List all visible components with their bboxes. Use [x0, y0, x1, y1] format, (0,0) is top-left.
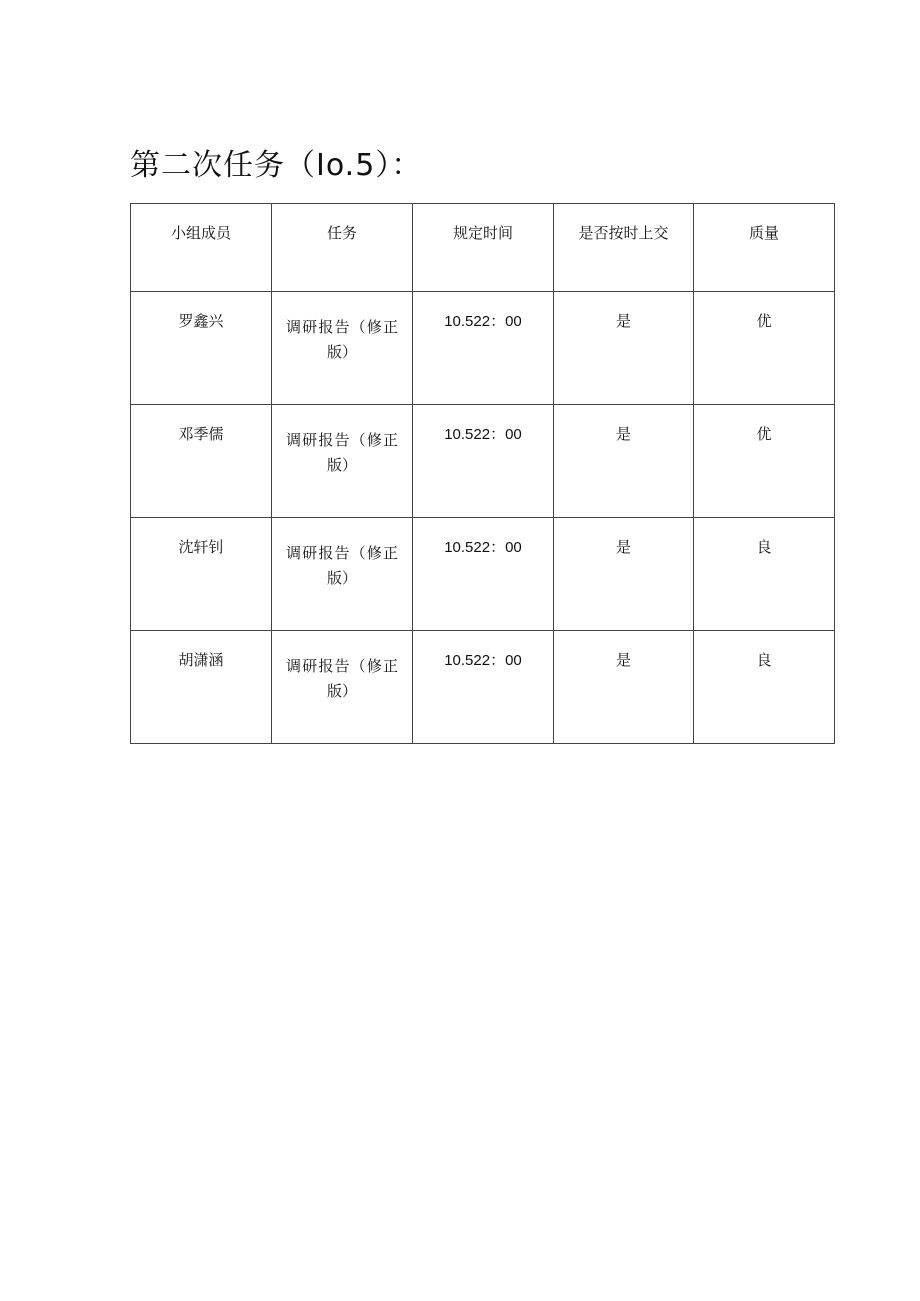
quality-cell: 优	[694, 292, 835, 405]
member-cell: 胡潇涵	[131, 631, 272, 744]
deadline-cell: 10.522：00	[413, 292, 554, 405]
task-cell	[272, 405, 413, 518]
table-row	[131, 405, 835, 518]
task-table	[130, 203, 835, 744]
on-time-cell: 是	[554, 631, 694, 744]
header-deadline: 规定时间	[413, 204, 554, 292]
on-time-cell: 是	[554, 518, 694, 631]
table-header-row	[131, 204, 835, 292]
member-cell: 沈轩钊	[131, 518, 272, 631]
header-on-time: 是否按时上交	[554, 204, 694, 292]
table-row	[131, 518, 835, 631]
header-member: 小组成员	[131, 204, 272, 292]
on-time-cell: 是	[554, 405, 694, 518]
member-cell: 邓季儒	[131, 405, 272, 518]
header-quality: 质量	[694, 204, 835, 292]
task-text: 调研报告（修正版）	[286, 318, 398, 361]
member-cell: 罗鑫兴	[131, 292, 272, 405]
deadline-cell: 10.522：00	[413, 405, 554, 518]
task-text: 调研报告（修正版）	[286, 544, 398, 587]
quality-cell: 良	[694, 518, 835, 631]
header-task: 任务	[272, 204, 413, 292]
task-text: 调研报告（修正版）	[286, 657, 398, 700]
page-title: 第二次任务（Io.5）：	[130, 148, 423, 183]
table-row	[131, 292, 835, 405]
quality-cell: 良	[694, 631, 835, 744]
on-time-cell: 是	[554, 292, 694, 405]
task-cell	[272, 292, 413, 405]
deadline-cell: 10.522：00	[413, 631, 554, 744]
deadline-cell: 10.522：00	[413, 518, 554, 631]
quality-cell: 优	[694, 405, 835, 518]
task-cell	[272, 518, 413, 631]
task-cell	[272, 631, 413, 744]
table-row	[131, 631, 835, 744]
task-text: 调研报告（修正版）	[286, 431, 398, 474]
